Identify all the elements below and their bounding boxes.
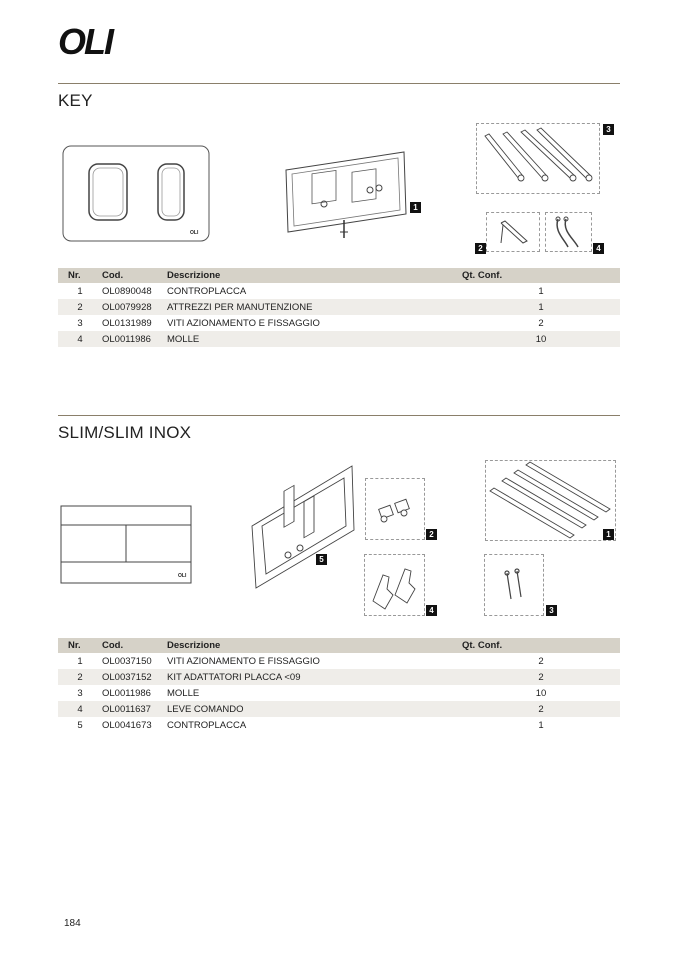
section-divider xyxy=(58,83,620,84)
header-nr: Nr. xyxy=(58,268,102,283)
part-badge-5: 5 xyxy=(316,554,327,565)
key-plate-illustration xyxy=(62,145,210,243)
row-nr: 1 xyxy=(77,285,83,297)
row-cod: OL0011986 xyxy=(102,687,151,699)
page-number: 184 xyxy=(64,918,81,929)
row-nr: 5 xyxy=(77,719,83,731)
table-header-row xyxy=(58,268,620,283)
row-desc: LEVE COMANDO xyxy=(167,701,462,717)
slim-levers-box xyxy=(364,554,425,616)
row-nr: 1 xyxy=(77,655,83,667)
header-cod: Cod. xyxy=(102,638,167,653)
row-cod: OL0011637 xyxy=(102,701,167,717)
header-qt: Qt. Conf. xyxy=(462,638,620,653)
part-badge-4b: 4 xyxy=(426,605,437,616)
table-row xyxy=(58,701,620,717)
part-badge-2: 2 xyxy=(475,243,486,254)
screws-illustration xyxy=(477,124,599,193)
header-nr: Nr. xyxy=(58,638,102,653)
row-qt: 2 xyxy=(538,317,544,329)
key-springs-box xyxy=(545,212,592,252)
table-header-row xyxy=(58,638,620,653)
row-nr: 4 xyxy=(58,701,102,717)
row-desc: ATTREZZI PER MANUTENZIONE xyxy=(167,299,462,315)
section-title-key: KEY xyxy=(58,91,93,110)
part-badge-3: 3 xyxy=(603,124,614,135)
row-cod: OL0041673 xyxy=(102,719,152,731)
row-qt: 2 xyxy=(538,655,544,667)
row-cod: OL0079928 xyxy=(102,299,167,315)
slim-springs-illustration xyxy=(485,555,543,615)
row-qt: 1 xyxy=(538,719,544,731)
row-qt: 10 xyxy=(535,687,547,699)
row-desc: CONTROPLACCA xyxy=(167,719,247,731)
row-qt: 1 xyxy=(538,285,544,297)
key-frame-illustration xyxy=(282,148,410,240)
slim-springs-box xyxy=(484,554,544,616)
slim-screws-box xyxy=(485,460,616,541)
slim-plate-logo-text: OLI xyxy=(178,573,187,579)
row-desc: MOLLE xyxy=(167,331,462,347)
slim-frame-illustration xyxy=(248,460,358,590)
row-qt: 10 xyxy=(462,331,620,347)
header-desc: Descrizione xyxy=(167,638,462,653)
slim-screws-illustration xyxy=(486,461,615,540)
table-row xyxy=(58,299,620,315)
part-badge-4: 4 xyxy=(593,243,604,254)
table-row xyxy=(58,669,620,685)
row-nr: 4 xyxy=(58,331,102,347)
levers-illustration xyxy=(365,555,424,615)
key-tool-box xyxy=(486,212,540,252)
header-desc: Descrizione xyxy=(167,268,462,283)
row-qt: 2 xyxy=(462,669,620,685)
brand-logo-text: OLI xyxy=(58,24,112,58)
brand-logo xyxy=(58,24,124,58)
row-desc: VITI AZIONAMENTO E FISSAGGIO xyxy=(167,317,320,329)
part-badge-2b: 2 xyxy=(426,529,437,540)
row-qt: 2 xyxy=(462,701,620,717)
row-cod: OL0037150 xyxy=(102,655,152,667)
table-row xyxy=(58,315,620,331)
row-desc: KIT ADATTATORI PLACCA <09 xyxy=(167,669,462,685)
row-nr: 3 xyxy=(77,687,83,699)
row-cod: OL0037152 xyxy=(102,669,167,685)
slim-parts-table xyxy=(58,638,620,733)
slim-adapters-box xyxy=(365,478,425,540)
part-badge-1: 1 xyxy=(410,202,421,213)
adapters-illustration xyxy=(366,479,424,539)
slim-plate-illustration xyxy=(60,505,192,585)
key-screws-box xyxy=(476,123,600,194)
tool-illustration xyxy=(487,213,539,251)
row-nr: 3 xyxy=(77,317,83,329)
section-divider xyxy=(58,415,620,416)
key-parts-table xyxy=(58,268,620,347)
table-row xyxy=(58,685,620,701)
table-row xyxy=(58,331,620,347)
table-row xyxy=(58,283,620,299)
section-title-slim: SLIM/SLIM INOX xyxy=(58,423,192,442)
header-cod: Cod. xyxy=(102,268,167,283)
row-qt: 1 xyxy=(462,299,620,315)
table-row xyxy=(58,717,620,733)
row-nr: 2 xyxy=(58,669,102,685)
part-badge-1b: 1 xyxy=(603,529,614,540)
springs-illustration xyxy=(546,213,591,251)
row-nr: 2 xyxy=(58,299,102,315)
row-desc: VITI AZIONAMENTO E FISSAGGIO xyxy=(167,655,320,667)
plate-logo-text: OLI xyxy=(190,230,199,236)
row-desc: MOLLE xyxy=(167,687,200,699)
row-cod: OL0011986 xyxy=(102,331,167,347)
row-cod: OL0131989 xyxy=(102,317,152,329)
row-desc: CONTROPLACCA xyxy=(167,285,247,297)
table-row xyxy=(58,653,620,669)
part-badge-3b: 3 xyxy=(546,605,557,616)
header-qt: Qt. Conf. xyxy=(462,268,620,283)
row-cod: OL0890048 xyxy=(102,285,152,297)
